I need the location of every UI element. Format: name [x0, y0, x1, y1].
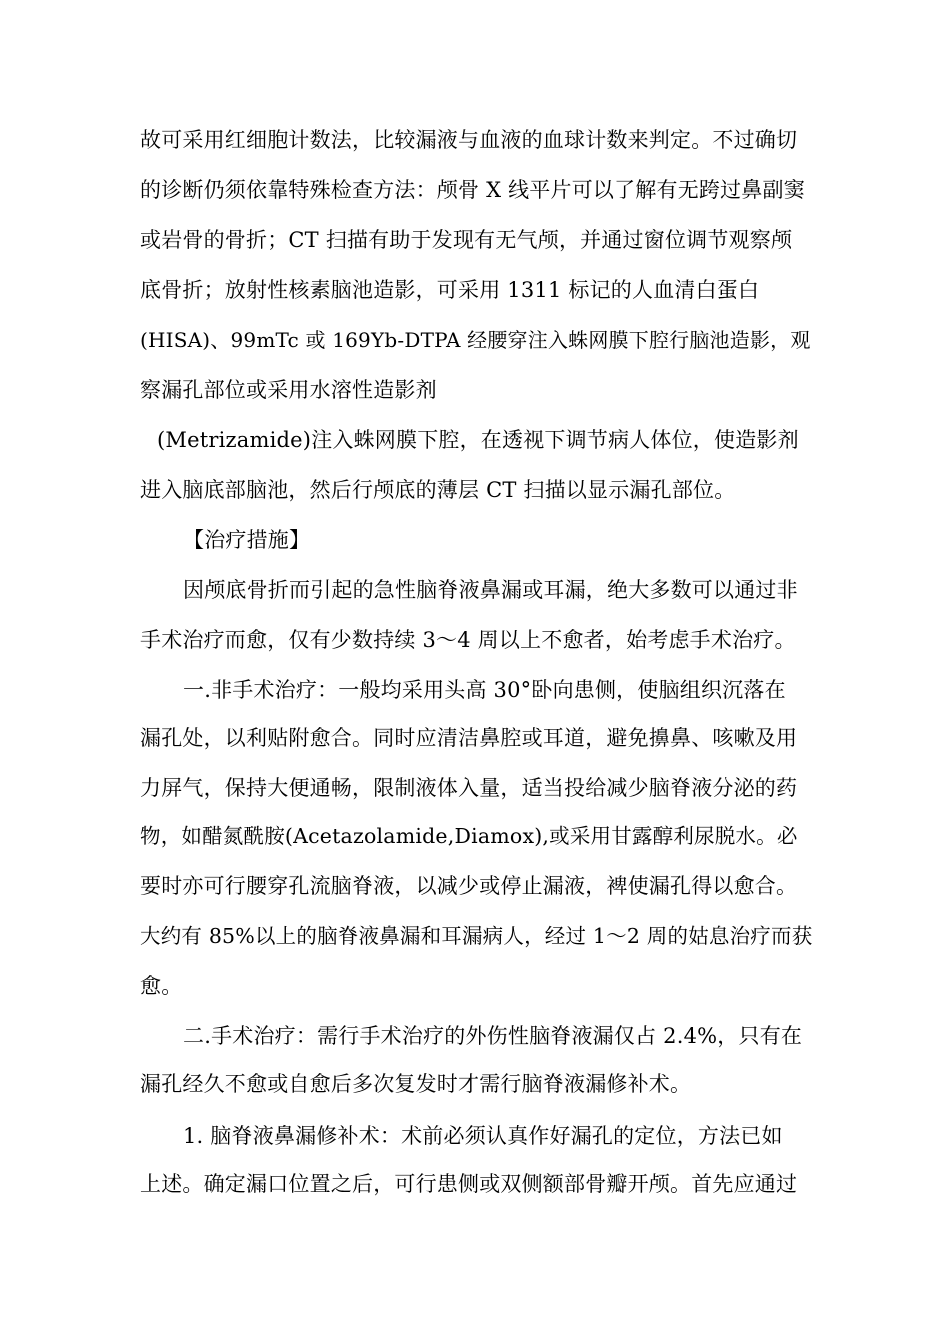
text-line: 故可采用红细胞计数法，比较漏液与血液的血球计数来判定。不过确切 [140, 128, 798, 152]
text-line: 漏孔处，以利贴附愈合。同时应清洁鼻腔或耳道，避免擤鼻、咳嗽及用 [140, 726, 798, 750]
text-line: 1. 脑脊液鼻漏修补术：术前必须认真作好漏孔的定位，方法已如 [183, 1124, 783, 1148]
text-line: (HISA)、99mTc 或 169Yb-DTPA 经腰穿注入蛛网膜下腔行脑池造影，观 [140, 328, 811, 352]
text-line: 手术治疗而愈，仅有少数持续 3～4 周以上不愈者，始考虑手术治疗。 [140, 628, 796, 652]
text-line: 一.非手术治疗：一般均采用头高 30°卧向患侧，使脑组织沉落在 [183, 678, 786, 702]
text-line: 进入脑底部脑池，然后行颅底的薄层 CT 扫描以显示漏孔部位。 [140, 478, 736, 502]
text-line: 力屏气，保持大便通畅，限制液体入量，适当投给减少脑脊液分泌的药 [140, 776, 798, 800]
text-line: (Metrizamide)注入蛛网膜下腔，在透视下调节病人体位，使造影剂 [157, 428, 799, 452]
text-line: 察漏孔部位或采用水溶性造影剂 [140, 378, 437, 402]
text-line: 底骨折；放射性核素脑池造影，可采用 1311 标记的人血清白蛋白 [140, 278, 760, 302]
text-line: 要时亦可行腰穿孔流脑脊液，以减少或停止漏液，裨使漏孔得以愈合。 [140, 874, 798, 898]
text-line: 大约有 85%以上的脑脊液鼻漏和耳漏病人，经过 1～2 周的姑息治疗而获 [140, 924, 813, 948]
text-line: 物，如醋氮酰胺(Acetazolamide,Diamox),或采用甘露醇利尿脱水。必 [140, 824, 798, 848]
text-line: 或岩骨的骨折；CT 扫描有助于发现有无气颅，并通过窗位调节观察颅 [140, 228, 793, 252]
text-line: 的诊断仍须依靠特殊检查方法：颅骨 X 线平片可以了解有无跨过鼻副窦 [140, 178, 805, 202]
text-line: 因颅底骨折而引起的急性脑脊液鼻漏或耳漏，绝大多数可以通过非 [183, 578, 798, 602]
text-line: 上述。确定漏口位置之后，可行患侧或双侧额部骨瓣开颅。首先应通过 [140, 1172, 798, 1196]
text-line: 二.手术治疗：需行手术治疗的外伤性脑脊液漏仅占 2.4%，只有在 [183, 1024, 803, 1048]
section-heading: 【治疗措施】 [183, 528, 311, 552]
text-line: 愈。 [140, 974, 183, 998]
text-line: 漏孔经久不愈或自愈后多次复发时才需行脑脊液漏修补术。 [140, 1072, 692, 1096]
